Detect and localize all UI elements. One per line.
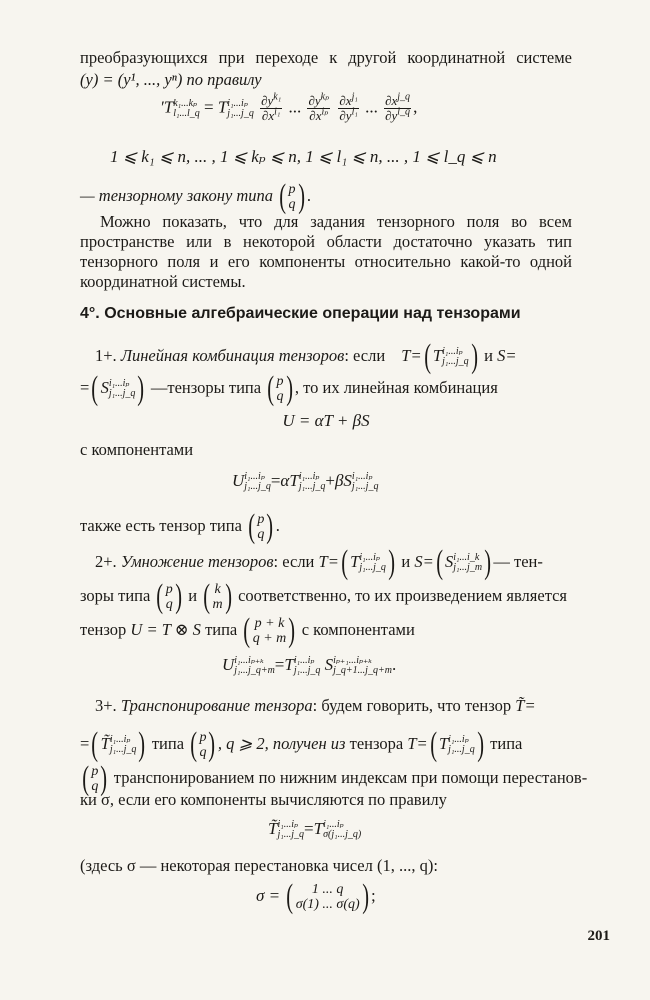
item2-number: 2+.	[95, 551, 117, 571]
text-line-1: преобразующихся при переходе к другой координатной системе	[80, 48, 572, 67]
item1-components: с компонентами	[80, 440, 194, 459]
item2-if: : если	[273, 551, 315, 571]
item3-type-word-2: типа	[490, 733, 523, 753]
tensor-product-components: U i₁...iₚ₊ₖ j₁...j_q+m =T i₁...iₚ j₁...j_q S iₚ₊₁...iₚ₊ₖ j_q+1...j_q+m .	[222, 655, 397, 677]
para2-line-1: Можно показать, что для задания тензорного поля во всем	[100, 212, 572, 231]
linear-combination-components: U i₁...iₚ j₁...j_q =αT i₁...iₚ j₁...j_q +βS i₁...iₚ j₁...j_q	[232, 471, 379, 493]
item1-types-text: —тензоры типа	[150, 377, 262, 397]
permutation-note: (здесь σ — некоторая перестановка чисел (1, ..., q):	[80, 856, 438, 875]
item3-line-3: ( p q ) транспонированием по нижним индексам при помощи перестанов-	[82, 760, 588, 797]
formula-comma: ,	[413, 97, 418, 117]
sigma-top-row: 1 ... q	[311, 882, 344, 897]
coordinate-system-text: (y) = (y¹, ..., yⁿ) по правилу	[80, 70, 262, 89]
item2-and2: и	[188, 585, 198, 605]
item2-components-text: с компонентами	[301, 619, 415, 639]
item3-tensor-word: тензора	[349, 733, 404, 753]
sigma-permutation: σ = ( 1 ... q σ(1) ... σ(q) ) ;	[256, 878, 376, 915]
text-line-2	[80, 70, 572, 90]
item3-transpose-text: транспонированием по нижним индексам при помощи перестанов-	[113, 767, 588, 787]
item1-and: и	[484, 345, 493, 365]
para2-line-4: координатной системы.	[80, 272, 246, 291]
item3-line-1: 3+. Транспонирование тензора: будем говорить, что тензор T̃=	[95, 696, 536, 715]
item2-and: и	[401, 551, 411, 571]
item2-hyphen: — тен-	[493, 551, 543, 571]
tensor-transform-formula: ′T k₁...kₚ l₁...l_q = T i₁...iₚ j₁...j_q $\frac{\partial y^{k_1}}{\partial x^{i_1}}$ ... $\frac{\partial y^{k_p}}{\partial x^{i_p}}$ $\frac{\partial x^{j_1}}{\partial y^{l_1}}$ ... $\frac{\partial x^{j\_q}}{\partial y^{l\_q}}$ ,	[160, 91, 418, 123]
para2-line-3: тензорного поля и его компоненты относительно какой-то одной	[80, 252, 572, 271]
tensor-law-text: — тензорному закону типа	[80, 185, 274, 205]
tensor-law-line: — тензорному закону типа ( p q ) .	[80, 178, 311, 215]
item3-condition: , q ⩾ 2, получен из	[217, 733, 346, 753]
item2-product-text: соответственно, то их произведением является	[238, 585, 568, 605]
item1-also-text: также есть тензор типа	[80, 515, 242, 535]
item2-line-3: тензор U = T ⊗ S типа ( p + k q + m ) с компонентами	[80, 612, 415, 649]
item3-title: Транспонирование тензора	[120, 696, 313, 715]
item3-line-2: =( T̃ i₁...iₚ j₁...j_q ) типа ( p q ) , q ⩾ 2, получен из тензора T=( T i₁...iₚ j₁...j_q ) типа	[80, 726, 523, 763]
page-number: 201	[587, 928, 610, 944]
item2-tensor-word: тензор	[80, 619, 127, 639]
item1-line-1: 1+. Линейная комбинация тензоров: если T=( T i₁...iₚ j₁...j_q ) и S=	[95, 338, 517, 375]
sigma-semicolon: ;	[370, 885, 376, 905]
transpose-formula: T̃ i₁...iₚ j₁...j_q =T i₁...iₚ σ(j₁...j_q)	[268, 819, 362, 841]
linear-combination-formula: U = αT + βS	[282, 411, 370, 430]
item1-number: 1+.	[95, 345, 117, 365]
section-heading: 4°. Основные алгебраические операции над тензорами	[80, 305, 521, 322]
item3-intro: : будем говорить, что тензор	[312, 696, 512, 715]
item1-line-2: =( S i₁...iₚ j₁...j_q ) —тензоры типа ( p q ) , то их линейная комбинация	[80, 370, 498, 407]
item2-line-2: зоры типа ( p q ) и ( k m ) соответственно, то их произведением является	[80, 578, 568, 615]
formula-lhs: ′T	[160, 97, 174, 117]
item3-line-4: ки σ, если его компоненты вычисляются по правилу	[80, 790, 447, 809]
item1-combination-text: , то их линейная комбинация	[294, 377, 498, 397]
item2-title: Умножение тензоров	[120, 551, 274, 571]
item2-types: зоры типа	[80, 585, 151, 605]
index-range-line: 1 ⩽ k₁ ⩽ n, ... , 1 ⩽ kₚ ⩽ n, 1 ⩽ l₁ ⩽ n, ... , 1 ⩽ l_q ⩽ n	[110, 147, 497, 166]
para2-line-2: пространстве или в некоторой области достаточно указать тип	[80, 232, 572, 251]
item1-if: : если	[344, 345, 386, 365]
formula-equals: =	[203, 97, 214, 117]
formula-dots: ...	[288, 97, 302, 117]
item2-product-formula: U = T ⊗ S	[130, 619, 201, 639]
sigma-bottom-row: σ(1) ... σ(q)	[295, 897, 360, 912]
formula-rhs: T	[217, 97, 228, 117]
sigma-equals: σ =	[256, 885, 281, 905]
tensor-law-period: .	[306, 185, 311, 205]
item2-type-word: типа	[205, 619, 238, 639]
item3-type-word: типа	[151, 733, 185, 753]
item2-line-1: 2+. Умножение тензоров: если T=( T i₁...iₚ j₁...j_q ) и S=( S i₁...i_k j₁...j_m ) — тен-	[95, 544, 543, 581]
item3-number: 3+.	[95, 696, 117, 715]
item1-title: Линейная комбинация тензоров	[120, 345, 345, 365]
item1-also: также есть тензор типа ( p q ) .	[80, 508, 280, 545]
